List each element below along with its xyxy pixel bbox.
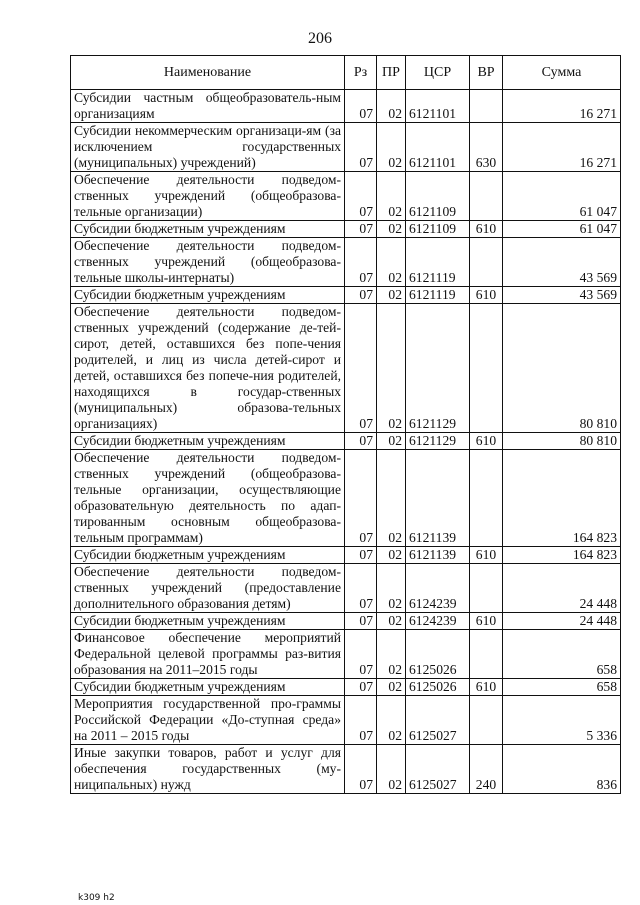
row-sum: 164 823 xyxy=(503,450,621,547)
row-vr: 610 xyxy=(470,287,503,304)
row-rz: 07 xyxy=(345,304,377,433)
row-pr: 02 xyxy=(377,696,406,745)
row-rz: 07 xyxy=(345,564,377,613)
row-vr: 610 xyxy=(470,433,503,450)
row-pr: 02 xyxy=(377,90,406,123)
row-sum: 61 047 xyxy=(503,172,621,221)
row-pr: 02 xyxy=(377,287,406,304)
row-csr: 6121109 xyxy=(406,172,470,221)
row-pr: 02 xyxy=(377,547,406,564)
row-csr: 6121129 xyxy=(406,433,470,450)
row-csr: 6121139 xyxy=(406,450,470,547)
row-name: Субсидии бюджетным учреждениям xyxy=(71,433,345,450)
table-row xyxy=(71,123,621,172)
table-row xyxy=(71,287,621,304)
table-row xyxy=(71,564,621,613)
row-vr xyxy=(470,696,503,745)
row-name: Мероприятия государственной про-граммы Российской Федерации «До-ступная среда» на 2011 – 2015 годы xyxy=(71,696,345,745)
row-sum: 658 xyxy=(503,679,621,696)
table-row xyxy=(71,238,621,287)
table-header-row xyxy=(71,56,621,90)
row-name: Субсидии бюджетным учреждениям xyxy=(71,287,345,304)
table-row xyxy=(71,547,621,564)
row-pr: 02 xyxy=(377,745,406,794)
table-row xyxy=(71,90,621,123)
row-vr xyxy=(470,564,503,613)
row-name: Субсидии некоммерческим организаци-ям (за исключением государственных (муниципальных) учреждений) xyxy=(71,123,345,172)
row-vr xyxy=(470,238,503,287)
row-name: Иные закупки товаров, работ и услуг для обеспечения государственных (му-ниципальных) нужд xyxy=(71,745,345,794)
row-pr: 02 xyxy=(377,679,406,696)
row-pr: 02 xyxy=(377,304,406,433)
row-rz: 07 xyxy=(345,613,377,630)
row-pr: 02 xyxy=(377,450,406,547)
row-sum: 16 271 xyxy=(503,90,621,123)
row-csr: 6125027 xyxy=(406,745,470,794)
row-rz: 07 xyxy=(345,238,377,287)
row-rz: 07 xyxy=(345,221,377,238)
row-pr: 02 xyxy=(377,564,406,613)
row-pr: 02 xyxy=(377,613,406,630)
row-name: Субсидии бюджетным учреждениям xyxy=(71,679,345,696)
row-rz: 07 xyxy=(345,90,377,123)
row-rz: 07 xyxy=(345,696,377,745)
row-csr: 6121139 xyxy=(406,547,470,564)
table-row xyxy=(71,630,621,679)
table-row xyxy=(71,433,621,450)
row-sum: 5 336 xyxy=(503,696,621,745)
row-csr: 6125027 xyxy=(406,696,470,745)
row-name: Обеспечение деятельности подведом-ственных учреждений (общеобразова-тельные школы-интернаты) xyxy=(71,238,345,287)
row-sum: 43 569 xyxy=(503,287,621,304)
row-name: Субсидии бюджетным учреждениям xyxy=(71,547,345,564)
row-csr: 6121101 xyxy=(406,90,470,123)
row-sum: 80 810 xyxy=(503,304,621,433)
header-sum: Сумма xyxy=(503,56,621,90)
row-csr: 6121129 xyxy=(406,304,470,433)
table-row xyxy=(71,745,621,794)
row-sum: 43 569 xyxy=(503,238,621,287)
header-csr: ЦСР xyxy=(406,56,470,90)
row-name: Обеспечение деятельности подведом-ственных учреждений (общеобразова-тельные организации, осуществляющие образовательную деятельность по адап-тированным основным общеобразова-тельным программам) xyxy=(71,450,345,547)
row-rz: 07 xyxy=(345,745,377,794)
row-csr: 6121101 xyxy=(406,123,470,172)
row-rz: 07 xyxy=(345,433,377,450)
row-sum: 24 448 xyxy=(503,613,621,630)
row-name: Обеспечение деятельности подведом-ственных учреждений (содержание де-тей-сирот, детей, оставшихся без попе-чения родителей, и лиц из числа детей-сирот и детей, оставшихся без попече-ния родителей, находящихся в государ-ственных (муниципальных) образова-тельных организациях) xyxy=(71,304,345,433)
row-csr: 6121109 xyxy=(406,221,470,238)
page-number: 206 xyxy=(308,30,332,47)
row-sum: 24 448 xyxy=(503,564,621,613)
row-csr: 6124239 xyxy=(406,613,470,630)
row-name: Субсидии бюджетным учреждениям xyxy=(71,221,345,238)
row-vr: 240 xyxy=(470,745,503,794)
header-name: Наименование xyxy=(71,56,345,90)
footer-code: k309 h2 xyxy=(78,893,115,903)
row-rz: 07 xyxy=(345,679,377,696)
row-vr: 610 xyxy=(470,221,503,238)
row-vr xyxy=(470,90,503,123)
table-row xyxy=(71,450,621,547)
row-sum: 80 810 xyxy=(503,433,621,450)
header-rz: Рз xyxy=(345,56,377,90)
row-vr xyxy=(470,304,503,433)
row-rz: 07 xyxy=(345,630,377,679)
row-pr: 02 xyxy=(377,123,406,172)
table-row xyxy=(71,221,621,238)
row-pr: 02 xyxy=(377,221,406,238)
row-csr: 6121119 xyxy=(406,238,470,287)
row-vr xyxy=(470,630,503,679)
row-sum: 836 xyxy=(503,745,621,794)
table-row xyxy=(71,172,621,221)
table-row xyxy=(71,679,621,696)
table-row xyxy=(71,613,621,630)
row-pr: 02 xyxy=(377,433,406,450)
row-name: Обеспечение деятельности подведом-ственных учреждений (предоставление дополнительного образования детям) xyxy=(71,564,345,613)
row-sum: 61 047 xyxy=(503,221,621,238)
row-pr: 02 xyxy=(377,172,406,221)
row-rz: 07 xyxy=(345,547,377,564)
table-row xyxy=(71,696,621,745)
table-row xyxy=(71,304,621,433)
budget-table xyxy=(70,55,621,794)
row-csr: 6125026 xyxy=(406,679,470,696)
row-vr xyxy=(470,450,503,547)
row-pr: 02 xyxy=(377,238,406,287)
row-sum: 16 271 xyxy=(503,123,621,172)
row-rz: 07 xyxy=(345,123,377,172)
row-vr: 610 xyxy=(470,613,503,630)
row-sum: 658 xyxy=(503,630,621,679)
header-vr: ВР xyxy=(470,56,503,90)
row-sum: 164 823 xyxy=(503,547,621,564)
row-vr xyxy=(470,172,503,221)
row-csr: 6124239 xyxy=(406,564,470,613)
row-vr: 630 xyxy=(470,123,503,172)
row-pr: 02 xyxy=(377,630,406,679)
row-vr: 610 xyxy=(470,679,503,696)
row-rz: 07 xyxy=(345,172,377,221)
row-vr: 610 xyxy=(470,547,503,564)
row-name: Финансовое обеспечение мероприятий Федеральной целевой программы раз-вития образования на 2011–2015 годы xyxy=(71,630,345,679)
row-csr: 6121119 xyxy=(406,287,470,304)
row-rz: 07 xyxy=(345,287,377,304)
header-pr: ПР xyxy=(377,56,406,90)
row-csr: 6125026 xyxy=(406,630,470,679)
row-name: Субсидии бюджетным учреждениям xyxy=(71,613,345,630)
row-rz: 07 xyxy=(345,450,377,547)
row-name: Обеспечение деятельности подведом-ственных учреждений (общеобразова-тельные организации) xyxy=(71,172,345,221)
row-name: Субсидии частным общеобразователь-ным организациям xyxy=(71,90,345,123)
